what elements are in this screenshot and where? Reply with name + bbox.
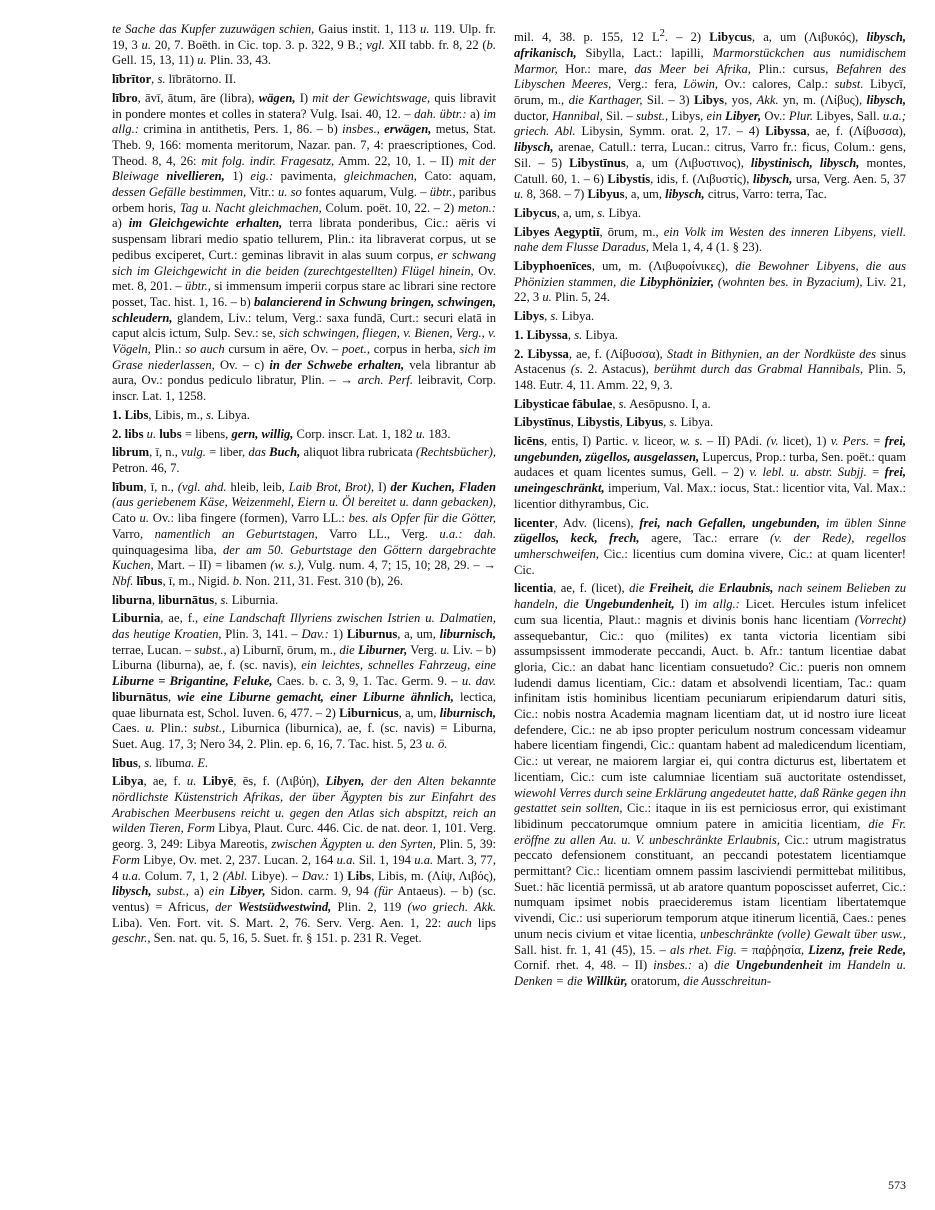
dictionary-entry: Libyes Aegyptiī, ōrum, m., ein Volk im Westen des inneren Libyens, viell. nahe dem Flusse Daradus, Mela 1, 4, 4 (1. § 23). xyxy=(514,224,906,255)
dictionary-entry: Libya, ae, f. u. Libyē, ēs, f. (Λιβύη), Libyen, der den Alten bekannte nördlichste Küstenstrich Afrikas, der über Ägypten bis zur Einfahrt des Arabischen Meerbusens reicht u. gegen den Atlas sich abspitzt, reich an wilden Tieren, Form Libya, Plaut. Curc. 446. Cic. de nat. deor. 1, 101. Verg. georg. 3, 249: Libya Mareotis, zwischen Ägypten u. den Syrten, Plin. 5, 39: Form Libye, Ov. met. 2, 237. Lucan. 2, 164 u.a. Sil. 1, 194 u.a. Mart. 3, 77, 4 u.a. Colum. 7, 1, 2 (Abl. Libye). – Dav.: 1) Libs, Libis, m. (Λίψ, Λιβός), libysch, subst., a) ein Libyer, Sidon. carm. 9, 94 (für Antaeus). – b) (sc. ventus) = Africus, der Westsüdwestwind, Plin. 2, 119 (wo griech. Akk. Liba). Ven. Fort. vit. S. Mart. 2, 76. Serv. Verg. Aen. 1, 22: auch lips geschr., Sen. nat. qu. 5, 16, 5. Suet. fr. § 151. p. 231 R. Veget. xyxy=(112,774,497,946)
dictionary-entry: liburna, liburnātus, s. Liburnia. xyxy=(112,592,279,607)
dictionary-entry: Libyphoenīces, um, m. (Λιβυφοίνικες), die Bewohner Libyens, die aus Phönizien stammen, die Libyphönizier, (wohnten bes. in Byzacium), Liv. 21, 22, 3 u. Plin. 5, 24. xyxy=(514,259,906,305)
dictionary-entry: licenter, Adv. (licens), frei, nach Gefallen, ungebunden, im üblen Sinne zügellos, keck, frech, agere, Tac.: errare (v. der Rede), regellos umherschweifen, Cic.: licentius cum domina vivere, Cic.: at quam licenter! Cic. xyxy=(514,515,907,577)
dictionary-entry: mil. 4, 38. p. 155, 12 $L^2$. – 2) Libycus, a, um (Λιβυκός), libysch, afrikanisch, Sibylla, Lact.: lapilli, Marmorstückchen aus numidischem Marmor, Hor.: mare, das Meer bei Afrika, Plin.: cursus, Befahren des Libyschen Meeres, Verg.: fera, Löwin, Ov.: calores, Calp.: subst. Libycī, ōrum, m., die Karthager, Sil. – 3) Libys, yos, Akk. yn, m. (Λίβυς), libysch, ductor, Hannibal, Sil. – subst., Libys, ein Libyer, Ov.: Plur. Libyes, Sall. u.a.; griech. Abl. Libysin, Symm. orat. 2, 17. – 4) Libyssa, ae, f. (Λίβυσσα), libysch, arenae, Catull.: terra, Lucan.: citrus, Varro fr.: ficus, Colum.: gens, Sil. – 5) Libystīnus, a, um (Λιβυστινος), libystinisch, libysch, montes, Catull. 60, 1. – 6) Libystis, idis, f. (Λιβυστίς), libysch, ursa, Verg. Aen. 5, 37 u. 8, 368. – 7) Libyus, a, um, libysch, citrus, Varro: terra, Tac. xyxy=(514,28,906,202)
dictionary-entry: 2. Libyssa, ae, f. (Λίβυσσα), Stadt in Bithynien, an der Nordküste des sinus Astacenus (s. 2. Astacus), berühmt durch das Grabmal Hannibals, Plin. 5, 148. Eutr. 4, 11. Amm. 22, 9, 3. xyxy=(514,346,906,392)
dictionary-entry: Libys, s. Libya. xyxy=(514,309,595,324)
dictionary-entry: Libysticae fābulae, s. Aesōpusno. I, a. xyxy=(514,396,711,411)
dictionary-entry: licēns, entis, I) Partic. v. liceor, w. s. – II) PAdi. (v. licet), 1) v. Pers. = frei, ungebunden, zügellos, ausgelassen, Lupercus, Prop.: turba, Sen. poët.: quam audaces et quam licentes sumus, Gell. – 2) v. lebl. u. abstr. Subjj. = frei, uneingeschränkt, imperium, Val. Max.: iocus, Stat.: licentior vita, Val. Max.: licentior dithyrambus, Cic. xyxy=(514,434,907,511)
dictionary-entry: te Sache das Kupfer zuzuwägen schien, Gaius instit. 1, 113 u. 119. Ulp. fr. 19, 3 u. 20, 7. Boëth. in Cic. top. 3. p. 322, 9 B.; vgl. XII tabb. fr. 8, 22 (b. Gell. 15, 13, 11) u. Plin. 33, 43. xyxy=(112,22,496,68)
page-number: 573 xyxy=(888,1178,906,1192)
dictionary-entry: 1. Libs, Libis, m., s. Libya. xyxy=(112,407,250,422)
dictionary-entry: Libystīnus, Libystis, Libyus, s. Libya. xyxy=(514,415,714,430)
dictionary-entry: Liburnia, ae, f., eine Landschaft Illyriens zwischen Istrien u. Dalmatien, das heutige Kroatien, Plin. 3, 141. – Dav.: 1) Liburnus, a, um, liburnisch, terrae, Lucan. – subst., a) Liburnī, ōrum, m., die Liburner, Verg. u. Liv. – b) Liburna (liburna), ae, f. (sc. navis), ein leichtes, schnelles Fahrzeug, eine Liburne = Brigantine, Feluke, Caes. b. c. 3, 9, 1. Tac. Germ. 9. – u. dav. liburnātus, wie eine Liburne gemacht, einer Liburne ähnlich, lectica, quae liburnata est, Schol. Iuven. 6, 477. – 2) Liburnicus, a, um, liburnisch, Caes. u. Plin.: subst., Liburnica (liburnica), ae, f. (sc. navis) = Liburna, Suet. Aug. 17, 3; Nero 34, 2. Plin. ep. 6, 16, 7. Tac. hist. 5, 23 u. ö. xyxy=(112,611,497,751)
dictionary-entry: lībum, ī, n., (vgl. ahd. hleib, leib, Laib Brot, Brot), I) der Kuchen, Fladen (aus geriebenem Käse, Weizenmehl, Eiern u. Öl bereitet u. dann gebacken), Cato u. Ov.: liba fingere (formen), Varro LL.: bes. als Opfer für die Götter, Varro, namentlich an Geburtstagen, Varro LL., Verg. u.a.: dah. quinquagesima liba, der am 50. Geburtstage den Göttern dargebrachte Kuchen, Mart. – II) = libamen (w. s.), Vulg. num. 4, 7; 15, 10; 28, 29. – → Nbf. lībus, ī, m., Nigid. b. Non. 211, 31. Fest. 310 (b), 26. xyxy=(112,479,496,588)
dictionary-entry: lībro, āvī, ātum, āre (libra), wägen, I) mit der Gewichtswage, quis libravit in pondere montes et colles in statera? Vulg. Isai. 40, 12. – dah. übtr.: a) im allg.: crimina in antithetis, Pers. 1, 86. – b) insbes., erwägen, metus, Stat. Theb. 9, 166: momenta meritorum, Nazar. pan. 7, 4: praescriptiones, Cod. Theod. 8, 4, 26: mit folg. indir. Fragesatz, Amm. 22, 10, 1. – II) mit der Bleiwage nivellieren, 1) eig.: pavimenta, gleichmachen, Cato: aquam, dessen Gefälle bestimmen, Vitr.: u. so fontes aquarum, Vulg. – übtr., paribus orbem horis, Tag u. Nacht gleichmachen, Colum. poët. 10, 22. – 2) meton.: a) im Gleichgewichte erhalten, terra librata ponderibus, Cic.: aëris vi suspensam librari medio spatio tellurem, Plin.: ita libraverat corpus, ut se pedibus exciperet, Curt.: geminas libravit in alas suum corpus, er schwang sich im Gleichgewicht in die beiden (zurechtgestellten) Flügel hinein, Ov. met. 8, 201. – übtr., si immensum imperii corpus stare ac librari sine rectore posset, Tac. hist. 1, 16. – b) balancierend in Schwung bringen, schwingen, schleudern, glandem, Liv.: telum, Verg.: saxa fundā, Curt.: securi elatā in caput alcis ictum, Sulp. Sev.: se, sich schwingen, fliegen, v. Bienen, Verg., v. Vögeln, Plin.: so auch cursum in aëre, Ov. – poet., corpus in herba, sich im Grase niederlassen, Ov. – c) in der Schwebe erhalten, vela librantur ab aura, Ov.: pondus pediculo libratur, Plin. – → arch. Perf. leibravit, Corp. inscr. Lat. 1, 1258. xyxy=(112,90,497,404)
left-column xyxy=(112,22,496,947)
dictionary-entry: 1. Libyssa, s. Libya. xyxy=(514,327,618,342)
dictionary-entry: licentia, ae, f. (licet), die Freiheit, die Erlaubnis, nach seinem Belieben zu handeln, die Ungebundenheit, I) im allg.: Licet. Hercules istum infelicet cum sua licentia, Plaut.: magnis et divinis bonis hanc licentiam (Vorrecht) assequebantur, Cic.: quo (milites) ex tanta victoria licentiam sibi assumpsissent immoderate peccandi, Auct. b. Afr.: tantum licentiae dabat gloria, Cic.: an dabat hanc licentiam consuetudo? Cic.: pueris non omnem ludendi damus licentiam, Cic.: datam et absolvendi licentiam, Tac.: quam infinitam istis hominibus licentiam pecuniarum eripiendarum daturi sitis, Cic.: nobis nostra Academia magnam licentiam dat, ut id nostro iure liceat defendere, Cic.: ne ab ipso propter periculum nostrum concessam videamur habere licentiam fingendi, Cic.: quantam habent ad maledicendum licentiam, Cic.: ut verear, ne maiorem largiar ei, qui contra dicturus est, libertatem et licentiam, Cic.: cum iste calumniae licentiam suā auctoritate ostendisset, wiewohl Verres durch seine Erklärung angedeutet hatte, daß Ränke gegen ihn gestattet sein sollten, Cic.: itaque in iis est perniciosus error, qui existimant libidinum peccatorumque omnium patere in amicitia licentiam, die Fr. eröffne zu allen Au. u. V. unbeschränkte Erlaubnis, Cic.: utrum magistratus peccato defensionem constituant, an peccandi potestatem licentiamque permittant? Cic.: licentiam omnem passim lasciviendi permittebat militibus, Suet.: hāc licentiā permissā, ut ab aratore quantum poposcisset auferret, Cic.: numquam ipsimet nobis praecideremus istam licentiam libertatemque vivendi, Cic.: usi superiorum temporum atque itinerum licentiā, Caes.: penes unum necis civium et vitae licentia, unbeschränkte (volle) Gewalt über usw., Sall. hist. fr. 1, 41 (45), 15. – als rhet. Fig. = παῤῥησία, Lizenz, freie Rede, Cornif. rhet. 4, 48. – II) insbes.: a) die Ungebundenheit im Handeln u. Denken = die Willkür, oratorum, die Ausschreitun- xyxy=(514,581,907,988)
dictionary-entry: lībus, s. lībuma. E. xyxy=(112,755,209,770)
dictionary-entry: librum, ī, n., vulg. = liber, das Buch, aliquot libra rubricata (Rechtsbücher), Petron. 46, 7. xyxy=(112,445,496,475)
dictionary-entry: lībrītor, s. lībrātorno. II. xyxy=(112,72,237,87)
dictionary-entry: 2. libs u. lubs = libens, gern, willig, Corp. inscr. Lat. 1, 182 u. 183. xyxy=(112,426,451,441)
right-column xyxy=(514,26,906,990)
dictionary-entry: Libycus, a, um, s. Libya. xyxy=(514,205,642,220)
